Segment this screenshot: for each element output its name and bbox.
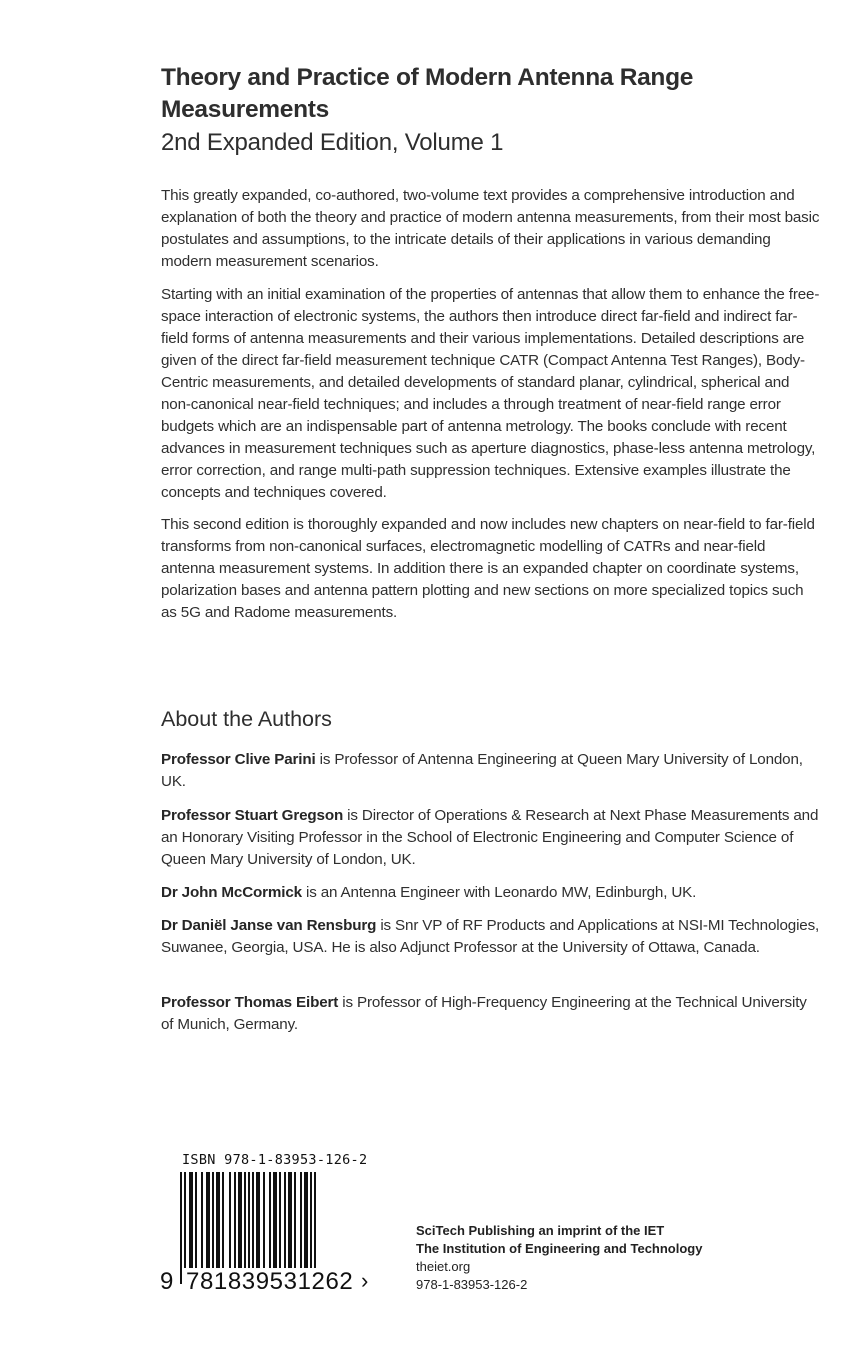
barcode-bars	[180, 1172, 356, 1272]
isbn-label: ISBN 978-1-83953-126-2	[182, 1152, 368, 1168]
author-bio	[161, 805, 821, 871]
author-name: Professor Clive Parini	[161, 751, 316, 768]
author-name: Dr John McCormick	[161, 884, 302, 901]
author-bio	[161, 749, 821, 793]
book-title: Theory and Practice of Modern Antenna Range Measurements	[161, 64, 694, 123]
author-bio	[161, 915, 821, 959]
publisher-info	[416, 1222, 702, 1294]
author-bio	[161, 992, 821, 1036]
author-name: Dr Daniël Janse van Rensburg	[161, 917, 377, 934]
author-name: Professor Thomas Eibert	[161, 994, 339, 1011]
author-description: is Director of Operations & Research at Next Phase Measurements and an Honorary Visiting Professor in the School of Electronic Engineering and Computer Science of Queen Mary University of London, UK.	[161, 807, 819, 868]
publisher-isbn: 978-1-83953-126-2	[416, 1277, 528, 1292]
description-paragraph-1: This greatly expanded, co-authored, two-volume text provides a comprehensive introduction and explanation of both the theory and practice of modern antenna measurements, from their most basic postulates and assumptions, to the intricate details of their applications in various demanding modern measurement scenarios.	[161, 187, 820, 270]
author-description: is Snr VP of RF Products and Applications at NSI-MI Technologies, Suwanee, Georgia, USA. He is also Adjunct Professor at the University of Ottawa, Canada.	[161, 917, 820, 956]
isbn-barcode	[160, 1150, 378, 1300]
about-authors-heading: About the Authors	[161, 707, 332, 731]
book-subtitle: 2nd Expanded Edition, Volume 1	[161, 129, 504, 156]
barcode-first-digit: 9	[160, 1268, 174, 1295]
author-name: Professor Stuart Gregson	[161, 807, 344, 824]
publisher-imprint: SciTech Publishing an imprint of the IET	[416, 1223, 665, 1238]
author-bio	[161, 882, 696, 904]
barcode-end-chevron-icon: ›	[361, 1268, 369, 1293]
publisher-institution: The Institution of Engineering and Technology	[416, 1241, 703, 1256]
publisher-website: theiet.org	[416, 1259, 471, 1274]
description-paragraph-3: This second edition is thoroughly expanded and now includes new chapters on near-field to far-field transforms from non-canonical surfaces, electromagnetic modelling of CATRs and near-field antenna measurement systems. In addition there is an expanded chapter on coordinate systems, polarization bases and antenna pattern plotting and new sections on more specialized topics such as 5G and Radome measurements.	[161, 516, 815, 621]
description-paragraph-2: Starting with an initial examination of the properties of antennas that allow them to enhance the free-space interaction of electronic systems, the authors then introduce direct far-field and indirect far-field forms of antenna measurements and their various implementations. Detailed descriptions are given of the direct far-field measurement technique CATR (Compact Antenna Test Ranges), Body-Centric measurements, and detailed developments of standard planar, cylindrical, spherical and non-canonical near-field techniques; and includes a through treatment of near-field range error budgets which are an indispensable part of antenna metrology. The books conclude with recent advances in measurement techniques such as aperture diagnostics, phase-less antenna metrology, error correction, and range multi-path suppression techniques. Extensive examples illustrate the concepts and techniques covered.	[161, 286, 820, 501]
author-description: is an Antenna Engineer with Leonardo MW, Edinburgh, UK.	[301, 884, 697, 901]
barcode-digits: 781839531262	[186, 1268, 354, 1295]
author-description: is Professor of High-Frequency Engineering at the Technical University of Munich, Germany.	[161, 994, 807, 1033]
back-cover	[161, 62, 821, 1033]
author-description: is Professor of Antenna Engineering at Queen Mary University of London, UK.	[161, 751, 803, 790]
